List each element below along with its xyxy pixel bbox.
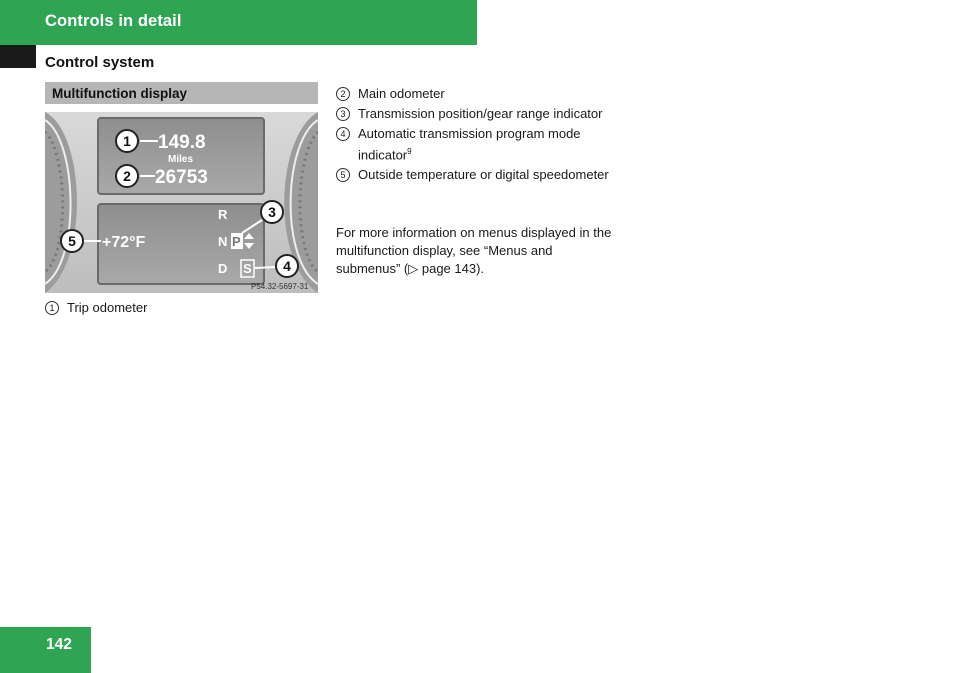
- item-number: 2: [336, 87, 350, 101]
- caption-number: 1: [45, 301, 59, 315]
- item-text: Outside temperature or digital speedometer: [358, 167, 609, 183]
- callout-number-2: 2: [123, 168, 131, 184]
- program-mode-indicator: S: [243, 261, 252, 276]
- callout-number-3: 3: [268, 204, 276, 220]
- chapter-title: Controls in detail: [45, 12, 182, 30]
- list-item: [336, 105, 616, 123]
- section-title: Control system: [45, 54, 155, 71]
- chapter-tab-marker: [0, 45, 36, 68]
- page-number: 142: [46, 636, 72, 653]
- callout-number-5: 5: [68, 233, 76, 249]
- caption-text: Trip odometer: [67, 300, 148, 315]
- page-reference[interactable]: page 143).: [418, 261, 485, 276]
- footnote-marker: 9: [407, 147, 412, 156]
- legend-list: [336, 85, 616, 186]
- figure-id: P54.32-5697-31: [251, 282, 309, 291]
- gear-neutral: N: [218, 234, 228, 249]
- instrument-cluster-illustration: [45, 112, 318, 293]
- callout-line-4: [255, 267, 276, 268]
- list-item: [336, 125, 616, 164]
- item-number: 4: [336, 127, 350, 141]
- trip-odometer-value: 149.8: [158, 132, 206, 153]
- list-item: [336, 166, 616, 184]
- callout-number-4: 4: [283, 258, 291, 274]
- outside-temperature-value: +72°F: [102, 234, 146, 251]
- subsection-title: Multifunction display: [52, 86, 187, 101]
- gear-park: P: [232, 234, 241, 249]
- page-reference-arrow-icon: ▷: [408, 261, 419, 276]
- page-number-box: [0, 627, 91, 673]
- gear-drive: D: [218, 261, 228, 276]
- callout-number-1: 1: [123, 133, 131, 149]
- item-text: Transmission position/gear range indicator: [358, 106, 603, 121]
- info-text: For more information on menus displayed in the multifunction display, see “Menus and submenus” (: [336, 225, 612, 276]
- multifunction-display-figure: [45, 112, 318, 293]
- header-bar: [0, 0, 477, 45]
- figure-caption: [45, 300, 147, 315]
- item-number: 5: [336, 168, 350, 182]
- main-odometer-value: 26753: [155, 167, 208, 188]
- subsection-bar: [45, 82, 318, 104]
- info-paragraph: [336, 224, 616, 278]
- distance-unit: Miles: [168, 154, 194, 165]
- item-text: Main odometer: [358, 86, 445, 101]
- item-text: Automatic transmission program mode indicator: [358, 126, 581, 163]
- item-number: 3: [336, 107, 350, 121]
- gear-reverse: R: [218, 207, 228, 222]
- list-item: [336, 85, 616, 103]
